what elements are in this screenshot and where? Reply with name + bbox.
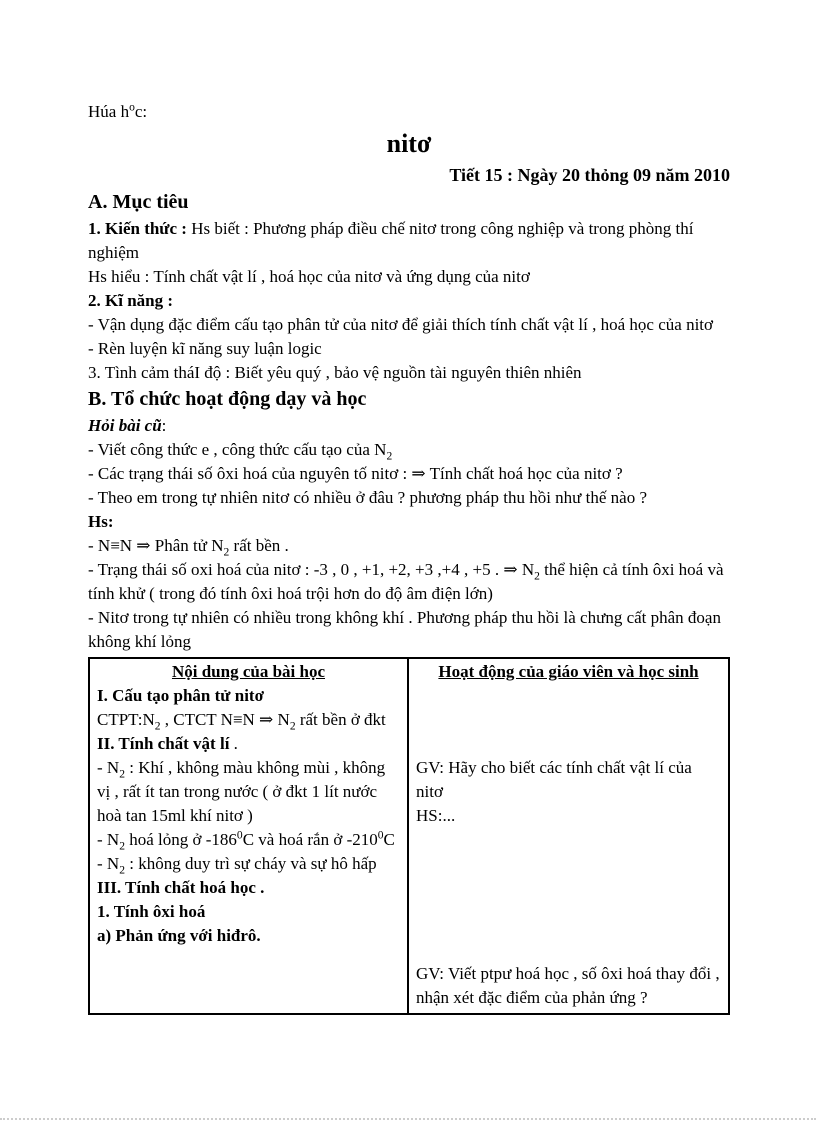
- text-segment: 1. Tính ôxi hoá: [97, 902, 206, 921]
- text-segment: 2: [154, 719, 161, 733]
- text-line: [88, 558, 730, 606]
- section-b-heading: B. Tổ chức hoạt động dạy và học: [88, 388, 367, 410]
- table-right-block-1: [416, 756, 721, 828]
- text-segment: Húa h: [88, 102, 130, 121]
- text-segment: rất bền .: [229, 536, 289, 555]
- text-segment: GV: Hãy cho biết các tính chất vật lí của nitơ: [416, 758, 692, 801]
- text-segment: Hs:: [88, 512, 114, 531]
- table-left-body: [97, 684, 400, 948]
- text-segment: : Khí , không màu không mùi , không vị , rất ít tan trong nước ( ở đkt 1 lít nước hoà tan 15ml khí nitơ ): [97, 758, 386, 825]
- text-line: [97, 756, 400, 828]
- table-right-spacer-mid: [416, 828, 721, 962]
- text-line: [88, 265, 730, 289]
- text-segment: rất bền ở đkt: [295, 710, 386, 729]
- page-bottom-edge: [0, 1118, 816, 1120]
- text-line: [97, 876, 400, 900]
- course-label: [88, 100, 730, 124]
- page-title: nitơ: [386, 129, 432, 158]
- text-segment: - Vận dụng đặc điểm cấu tạo phân tử của nitơ để giải thích tính chất vật lí , hoá học của nitơ: [88, 315, 713, 334]
- table-right-block-2: [416, 962, 721, 1010]
- text-line: [97, 900, 400, 924]
- text-line: [416, 962, 721, 1010]
- text-segment: 2: [223, 545, 230, 559]
- text-segment: 2: [119, 839, 125, 853]
- text-segment: , CTCT N≡N ⇒ N: [160, 710, 290, 729]
- text-segment: - Viết công thức e , công thức cấu tạo của N: [88, 440, 387, 459]
- text-segment: - Các trạng thái số ôxi hoá của nguyên tố nitơ : ⇒ Tính chất hoá học của nitơ ?: [88, 464, 623, 483]
- section-a-body: [88, 217, 730, 385]
- text-segment: HS:...: [416, 806, 456, 825]
- text-segment: : không duy trì sự cháy và sự hô hấp: [124, 854, 377, 873]
- text-line: [88, 438, 730, 462]
- text-segment: Hỏi bài cũ: [88, 416, 162, 435]
- text-line: [97, 684, 400, 708]
- table-column-activity: [409, 659, 728, 1013]
- text-segment: 2: [386, 449, 393, 463]
- text-line: [88, 289, 730, 313]
- text-line: [97, 732, 400, 756]
- text-segment: CTPT:N: [97, 710, 155, 729]
- text-segment: II. Tính chất vật lí: [97, 734, 230, 753]
- text-segment: - N: [97, 854, 120, 873]
- doc-subtitle: Tiết 15 : Ngày 20 thỏng 09 năm 2010: [449, 165, 730, 185]
- text-line: [97, 828, 400, 852]
- text-line: [88, 361, 730, 385]
- table-column-content: [90, 659, 409, 1013]
- text-segment: 2: [119, 767, 125, 781]
- text-line: [88, 313, 730, 337]
- text-segment: 0: [377, 828, 384, 842]
- lesson-table: [88, 657, 730, 1015]
- text-segment: :: [161, 416, 167, 435]
- text-line: [88, 534, 730, 558]
- text-segment: - Theo em trong tự nhiên nitơ có nhiều ở đâu ? phương pháp thu hồi như thế nào ?: [88, 488, 647, 507]
- section-b-body: [88, 414, 730, 654]
- text-line: [88, 337, 730, 361]
- text-line: [416, 756, 721, 804]
- text-line: [97, 708, 400, 732]
- text-segment: 3. Tình cảm tháI độ : Biết yêu quý , bảo vệ nguồn tài nguyên thiên nhiên: [88, 363, 582, 382]
- text-line: [88, 510, 730, 534]
- text-segment: C và hoá rắn ở -210: [242, 830, 378, 849]
- text-segment: 2: [289, 719, 296, 733]
- text-segment: c:: [134, 102, 148, 121]
- text-segment: a) Phản ứng với hiđrô.: [97, 926, 261, 945]
- text-segment: thể hiện cả tính ôxi hoá và tính khử ( trong đó tính ôxi hoá trội hơn do độ âm điện lớn): [88, 560, 724, 603]
- text-line: [97, 852, 400, 876]
- text-segment: 2: [119, 863, 125, 877]
- text-line: [88, 606, 730, 654]
- text-segment: GV: Viết ptpư hoá học , số ôxi hoá thay đổi , nhận xét đặc điểm của phản ứng ?: [416, 964, 720, 1007]
- text-line: [416, 804, 721, 828]
- text-line: [88, 462, 730, 486]
- table-right-spacer-top: [416, 684, 721, 756]
- text-segment: - N: [97, 758, 120, 777]
- text-segment: hoá lỏng ở -186: [124, 830, 237, 849]
- text-segment: 2. Kĩ năng :: [88, 291, 174, 310]
- text-segment: Hs hiểu : Tính chất vật lí , hoá học của nitơ và ứng dụng của nitơ: [88, 267, 530, 286]
- text-segment: C: [383, 830, 395, 849]
- text-segment: .: [229, 734, 238, 753]
- text-segment: I. Cấu tạo phân tử nitơ: [97, 686, 264, 705]
- text-line: [97, 924, 400, 948]
- table-header-right: Hoạt động của giáo viên và học sinh: [438, 662, 699, 681]
- text-segment: o: [129, 100, 135, 114]
- text-segment: - N: [97, 830, 120, 849]
- text-segment: 0: [236, 828, 243, 842]
- section-a-heading: A. Mục tiêu: [88, 191, 189, 213]
- text-segment: 1. Kiến thức :: [88, 219, 192, 238]
- text-line: [88, 486, 730, 510]
- table-header-left: Nội dung của bài học: [171, 662, 326, 681]
- text-segment: Hs biết : Phương pháp điều chế nitơ trong công nghiệp và trong phòng thí nghiệm: [88, 219, 694, 262]
- text-segment: - Rèn luyện kĩ năng suy luận logic: [88, 339, 322, 358]
- text-line: [88, 217, 730, 265]
- text-line: [88, 414, 730, 438]
- text-segment: - N≡N ⇒ Phân tử N: [88, 536, 224, 555]
- text-segment: 2: [534, 569, 540, 583]
- text-segment: - Nitơ trong tự nhiên có nhiều trong không khí . Phương pháp thu hồi là chưng cất phân đoạn không khí lỏng: [88, 608, 721, 651]
- text-segment: III. Tính chất hoá học .: [97, 878, 265, 897]
- text-segment: - Trạng thái số oxi hoá của nitơ : -3 , 0 , +1, +2, +3 ,+4 , +5 . ⇒ N: [88, 560, 535, 579]
